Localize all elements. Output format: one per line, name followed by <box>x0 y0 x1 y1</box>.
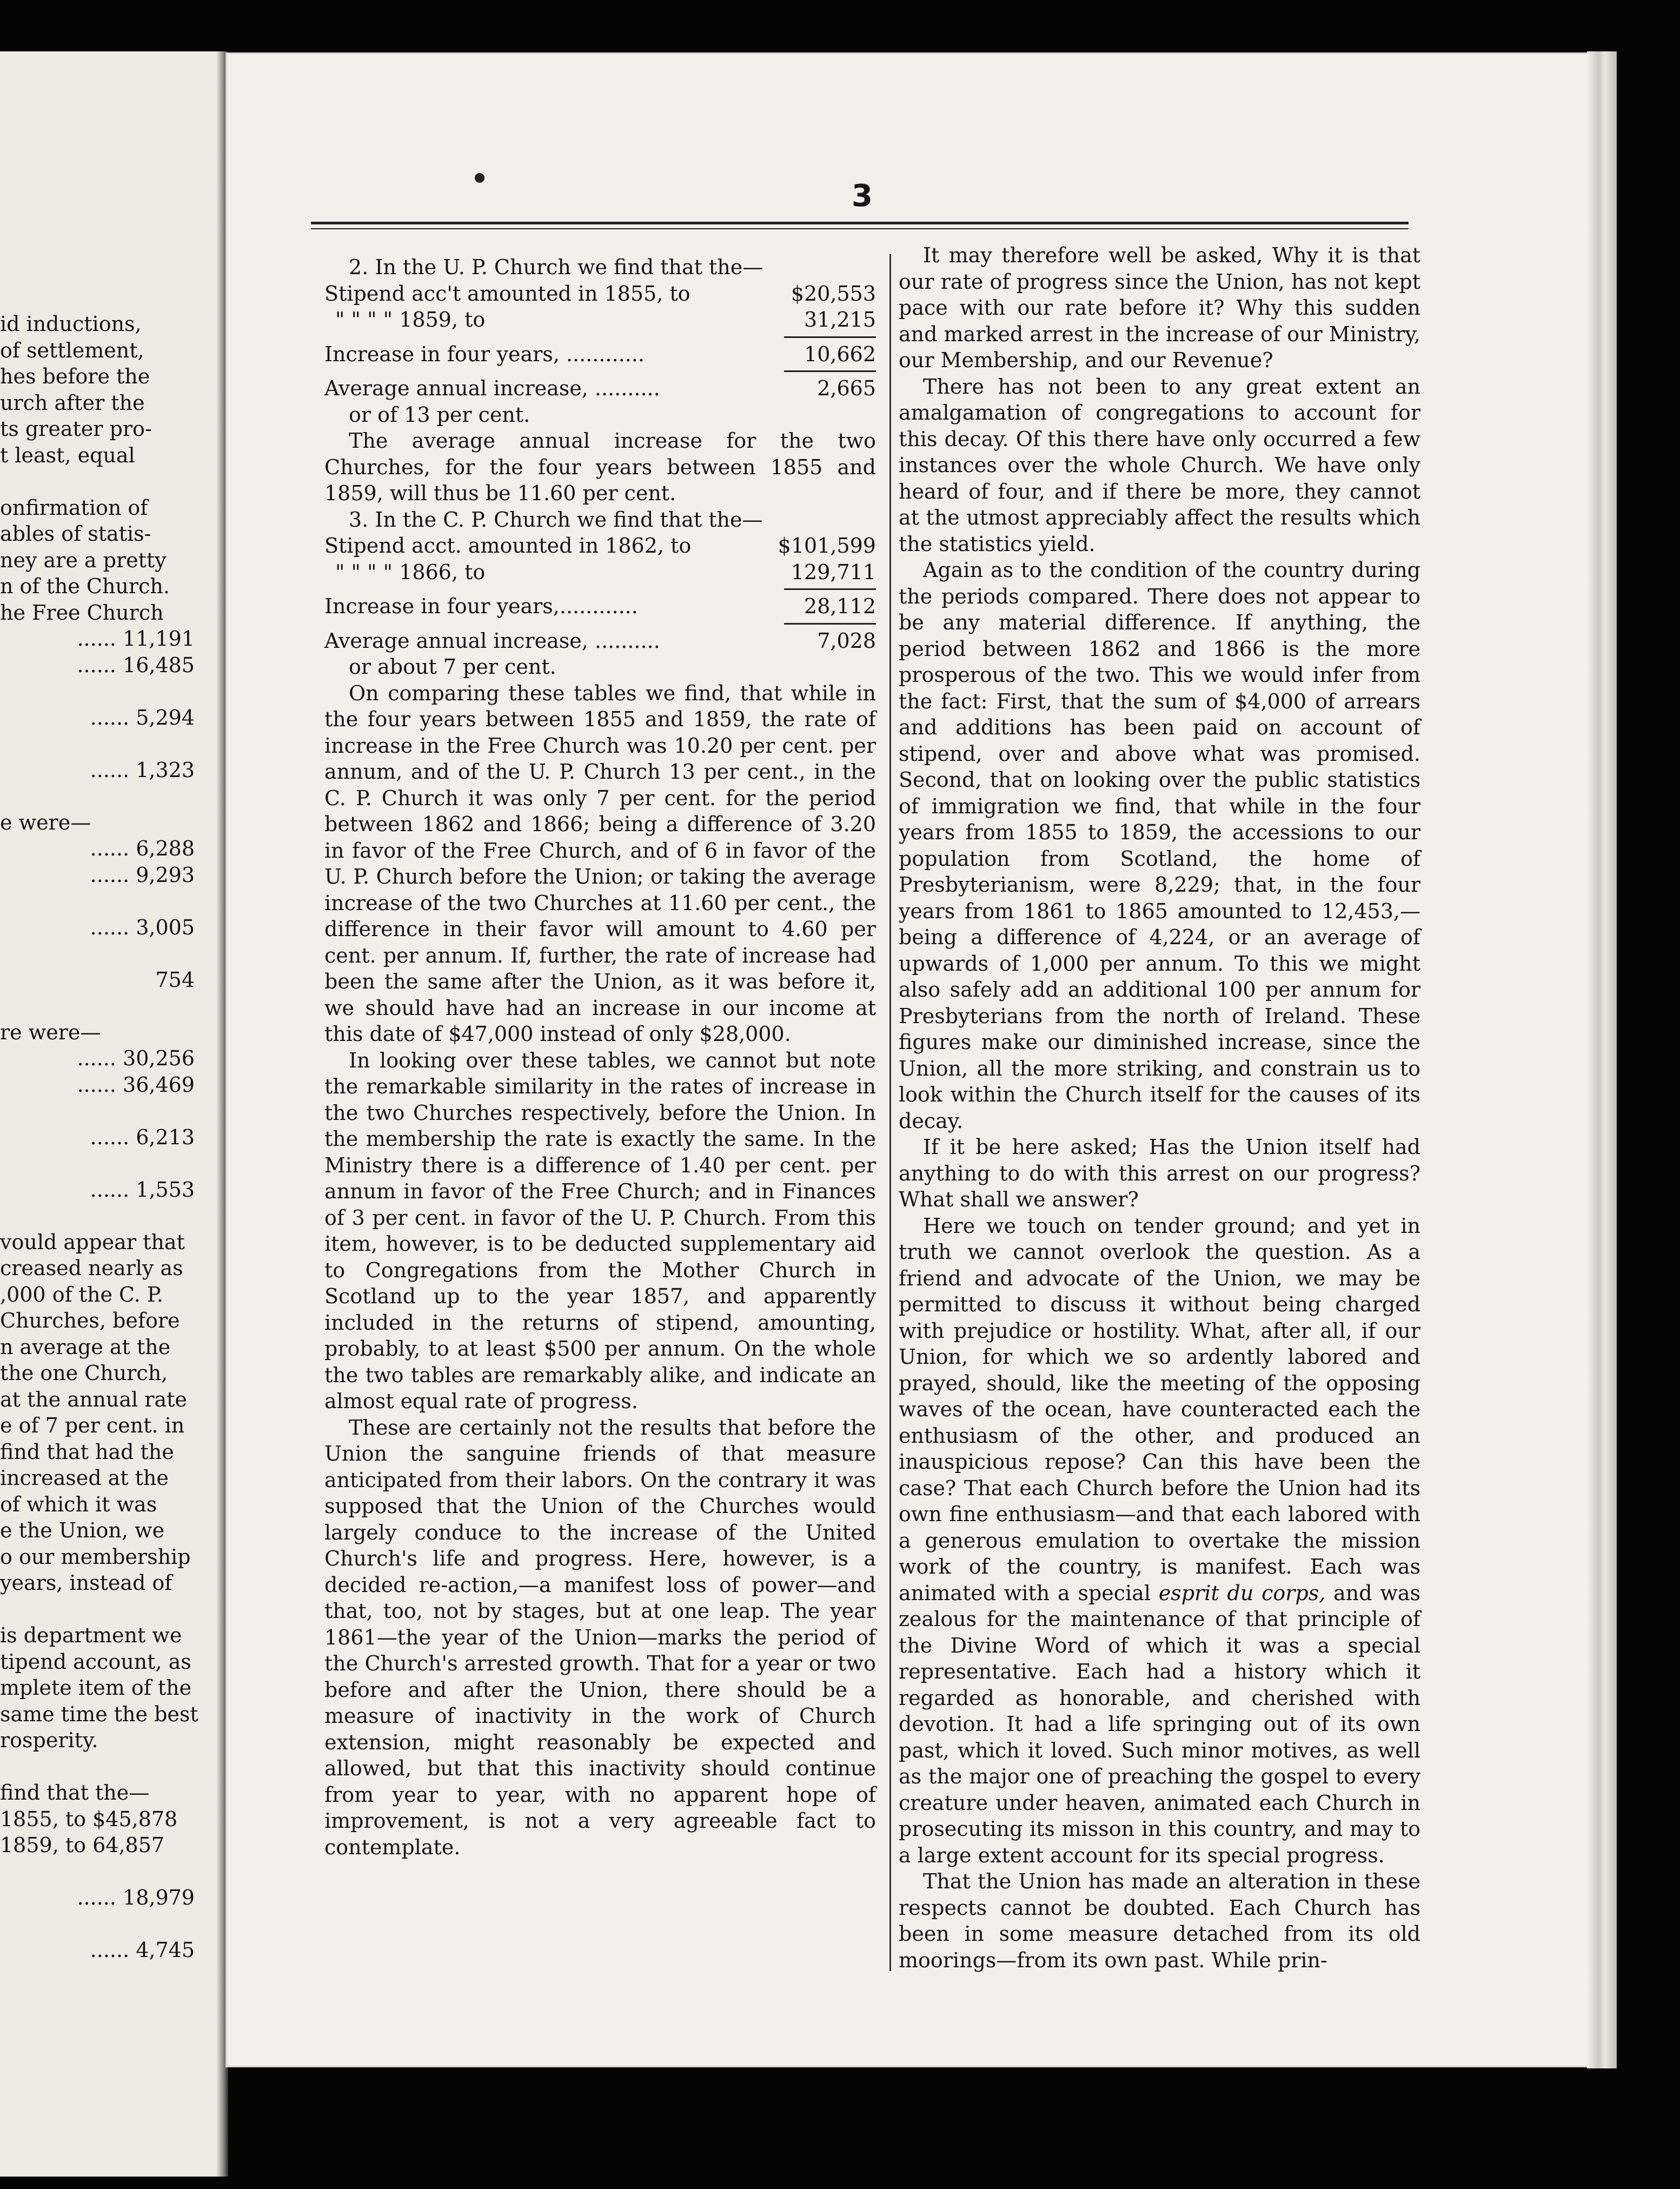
paragraph: It may therefore well be asked, Why it is that our rate of progress since the Union, has not kept pace with our rate before it? Why this sudden and marked arrest in the increase of our Ministry, our Membership, and our Revenue? <box>899 243 1420 372</box>
facing-page-line: 754 <box>155 967 195 992</box>
page-edge <box>1587 51 1617 2068</box>
book-gutter <box>216 51 228 2177</box>
facing-page-line: e of 7 per cent. in <box>0 1414 185 1437</box>
row-value: 10,662 <box>804 342 876 366</box>
sum-rule <box>784 588 876 590</box>
up-average-row <box>324 375 876 402</box>
right-column <box>899 242 1420 1973</box>
row-label: Stipend acc't amounted in 1855, to <box>324 281 690 306</box>
facing-page-line: tipend account, as <box>0 1649 191 1674</box>
facing-page-line <box>0 678 200 705</box>
row-value: 129,711 <box>791 560 876 584</box>
facing-page-line: onfirmation of <box>0 495 148 520</box>
row-label: " " " " 1859, to <box>335 308 486 331</box>
facing-page-line: Churches, before <box>0 1309 180 1332</box>
facing-page-line: same time the best <box>0 1702 198 1726</box>
paragraph: In looking over these tables, we cannot but note the remarkable similarity in the rates of increase in the two Churches respectively, before the Union. In the membership the rate is exactly the same. In the Ministry there is a difference of 1.40 per cent. per annum in favor of the Free Church; and in Finances of 3 per cent. in favor of the U. P. Church. From this item, however, is to be deducted supplementary aid to Congregations from the Mother Church in Scotland up to the year 1857, and apparently included in the returns of stipend, amounting, probably, to at least $500 per annum. On the whole the two tables are remarkably alike, and indicate an almost equal rate of progress. <box>324 1048 876 1413</box>
facing-page-line: years, instead of <box>0 1571 172 1595</box>
facing-page-line: of settlement, <box>0 338 144 362</box>
cp-percent: or about 7 per cent. <box>349 655 556 679</box>
facing-page-line: ...... 1,553 <box>90 1177 195 1202</box>
header-rule-thin <box>311 228 1409 229</box>
cp-row-1866 <box>324 559 876 586</box>
facing-page-line: the one Church, <box>0 1361 168 1385</box>
facing-page-line: of which it was <box>0 1492 157 1516</box>
facing-page-line <box>0 1596 200 1623</box>
row-label: Increase in four years, ............ <box>324 342 645 366</box>
facing-page-line: n average at the <box>0 1335 171 1359</box>
cp-increase-row <box>324 593 876 620</box>
facing-page-line <box>0 1098 200 1124</box>
facing-page-line <box>0 1203 200 1229</box>
facing-page-line: ...... 30,256 <box>77 1046 195 1070</box>
cp-row-1862 <box>324 533 876 559</box>
left-column <box>324 254 876 1860</box>
facing-page-line <box>0 993 200 1019</box>
paragraph: If it be here asked; Has the Union itself had anything to do with this arrest on our progress? What shall we answer? <box>899 1135 1420 1211</box>
facing-page-line: ...... 36,469 <box>77 1072 195 1097</box>
row-value: $20,553 <box>791 281 876 306</box>
italic-phrase: esprit du corps, <box>1158 1581 1326 1605</box>
row-label: Increase in four years,............ <box>324 594 638 618</box>
facing-page-line: find that had the <box>0 1440 174 1464</box>
facing-page-line: ...... 6,288 <box>90 837 195 860</box>
sum-rule <box>784 623 876 625</box>
facing-page-line: n of the Church. <box>0 574 170 598</box>
facing-page-line: urch after the <box>0 390 145 415</box>
facing-page-line: ts greater pro- <box>0 417 152 441</box>
paragraph: These are certainly not the results that before the Union the sanguine friends of that measure anticipated from their labors. On the contrary it was supposed that the Union of the Churches would largely conduce to the increase of the United Church's life and progress. Here, however, is a decided re-action,—a manifest loss of power—and that, too, not by stages, but at one leap. The year 1861—the year of the Union—marks the period of the Church's arrested growth. That for a year or two before and after the Union, there should be a measure of inactivity in the work of Church extension, might reasonably be expected and allowed, but that this inactivity should continue from year to year, with no apparent hope of improvement, is not a very agreeable fact to contemplate. <box>324 1415 876 1859</box>
row-value: 7,028 <box>817 628 876 653</box>
facing-page-line: ...... 16,485 <box>77 653 195 677</box>
up-row-1855 <box>324 281 876 307</box>
ink-dot <box>475 173 484 183</box>
facing-page-line: o our membership <box>0 1544 191 1569</box>
up-row-1859 <box>324 307 876 333</box>
paragraph: On comparing these tables we find, that while in the four years between 1855 and 1859, the rate of increase in the Free Church was 10.20 per cent. per annum, and of the U. P. Church 13 per cent., in the C. P. Church it was only 7 per cent. for the period between 1862 and 1866; being a difference of 3.20 in favor of the Free Church, and of 6 in favor of the U. P. Church before the Union; or taking the average increase of the two Churches at 11.60 per cent., the difference in their favor will amount to 4.60 per cent. per annum. If, further, the rate of increase had been the same after the Union, as it was before it, we should have had an increase in our income at this date of $47,000 instead of only $28,000. <box>324 681 876 1046</box>
facing-page-line: at the annual rate <box>0 1387 187 1411</box>
column-divider <box>889 254 891 1971</box>
facing-page-line: he Free Church <box>0 600 164 625</box>
up-increase-row <box>324 341 876 368</box>
facing-page-line: id inductions, <box>0 312 142 336</box>
up-paragraph: The average annual increase for the two Churches, for the four years between 1855 and 1859, will thus be 11.60 per cent. <box>324 429 876 505</box>
paragraph: There has not been to any great extent an amalgamation of congregations to account for this decay. Of this there have only occurred a few instances over the whole Church. We have only heard of four, and if there be more, they cannot at the utmost appreciably affect the results which the statistics yield. <box>899 374 1420 556</box>
facing-page-line: vould appear that <box>0 1230 185 1254</box>
paragraph: Again as to the condition of the country during the periods compared. There does not appear to be any material difference. If anything, the period between 1862 and 1866 is the more prosperous of the two. This we would infer from the fact: First, that the sum of $4,000 of arrears and additions has been paid on account of stipend, over and above what was promised. Second, that on looking over the public statistics of immigration we find, that while in the four years from 1855 to 1859, the accessions to our population from Scotland, the home of Presbyterianism, were 8,229; that, in the four years from 1861 to 1865 amounted to 12,453,—being a difference of 4,224, or an average of upwards of 1,000 per annum. To this we might also safely add an additional 100 per annum for Presbyterians from the north of Ireland. These figures make our diminished increase, since the Union, all the more striking, and constrain us to look within the Church itself for the causes of its decay. <box>899 558 1420 1133</box>
facing-page-line: mplete item of the <box>0 1676 192 1700</box>
facing-page-line <box>0 783 200 810</box>
facing-page-line: ...... 11,191 <box>77 627 195 651</box>
facing-page-line: 1859, to 64,857 <box>0 1833 165 1857</box>
sum-rule <box>784 370 876 372</box>
header-rule <box>311 222 1409 224</box>
facing-page <box>0 51 224 2177</box>
up-percent: or of 13 per cent. <box>349 402 530 427</box>
facing-page-line: rosperity. <box>0 1728 98 1752</box>
facing-page-line: ...... 3,005 <box>90 915 195 939</box>
row-value: 31,215 <box>804 308 876 331</box>
row-label: Stipend acct. amounted in 1862, to <box>324 534 692 558</box>
facing-page-line: e were— <box>0 810 91 834</box>
facing-page-line: ...... 9,293 <box>90 863 195 887</box>
page-number: 3 <box>852 178 873 214</box>
facing-page-line: hes before the <box>0 364 150 388</box>
facing-page-line: t least, equal <box>0 443 135 467</box>
up-heading: 2. In the U. P. Church we find that the— <box>349 255 763 279</box>
facing-page-line: increased at the <box>0 1466 169 1490</box>
row-value: $101,599 <box>778 534 876 558</box>
text-run: Here we touch on tender ground; and yet in truth we cannot overlook the question. As a friend and advocate of the Union, we may be permitted to discuss it without being charged with prejudice or hostility. What, after all, if our Union, for which we so ardently labored and prayed, should, like the meeting of the opposing waves of the ocean, have counteracted each the enthusiasm of the other, and produced an inauspicious repose? Can this have been the case? That each Church before the Union had its own fine enthusiasm—and that each labored with a generous emulation to overtake the mission work of the country, is manifest. Each was animated with a special <box>899 1213 1420 1605</box>
facing-page-line <box>0 468 200 495</box>
facing-page-line: find that the— <box>0 1781 150 1805</box>
facing-page-line: e the Union, we <box>0 1518 165 1542</box>
facing-page-line: creased nearly as <box>0 1256 183 1280</box>
paragraph <box>899 1213 1420 1869</box>
facing-page-line: ...... 18,979 <box>77 1886 195 1909</box>
facing-page-line <box>0 940 200 967</box>
facing-page-line: ...... 1,323 <box>90 758 195 782</box>
row-label: Average annual increase, .......... <box>324 628 660 653</box>
paragraph: That the Union has made an alteration in these respects cannot be doubted. Each Church has been in some measure detached from its old moorings—from its own past. While prin- <box>899 1869 1420 1972</box>
sum-rule <box>784 336 876 338</box>
cp-average-row <box>324 628 876 654</box>
facing-page-line: ,000 of the C. P. <box>0 1282 163 1306</box>
facing-page-line: 1855, to $45,878 <box>0 1807 178 1831</box>
facing-page-line <box>0 731 200 757</box>
row-label: Average annual increase, .......... <box>324 376 660 400</box>
facing-page-line: ney are a pretty <box>0 548 167 572</box>
facing-page-line: ...... 6,213 <box>90 1125 195 1149</box>
row-value: 28,112 <box>804 594 876 618</box>
facing-page-line <box>0 1911 200 1938</box>
facing-page-line <box>0 888 200 914</box>
facing-page-line: ables of statis- <box>0 522 151 546</box>
facing-page-text <box>0 311 200 1964</box>
facing-page-line <box>0 1859 200 1885</box>
facing-page-line: re were— <box>0 1020 101 1044</box>
facing-page-line <box>0 1150 200 1177</box>
row-value: 2,665 <box>817 376 876 400</box>
facing-page-line: is department we <box>0 1623 182 1647</box>
cp-heading: 3. In the C. P. Church we find that the— <box>349 507 763 532</box>
facing-page-line: ...... 4,745 <box>90 1938 195 1962</box>
row-label: " " " " 1866, to <box>335 560 486 584</box>
facing-page-line <box>0 1754 200 1780</box>
text-run: and was zealous for the maintenance of that principle of the Divine Word of which it was a special representative. Each had a history which it regarded as honorable, and cherished with devotion. It had a life springing out of its own past, which it loved. Such minor motives, as well as the major one of preaching the gospel to every creature under heaven, animated each Church in prosecuting its misson in this country, and may to a large extent account for its special progress. <box>899 1581 1421 1867</box>
facing-page-line: ...... 5,294 <box>90 705 195 729</box>
